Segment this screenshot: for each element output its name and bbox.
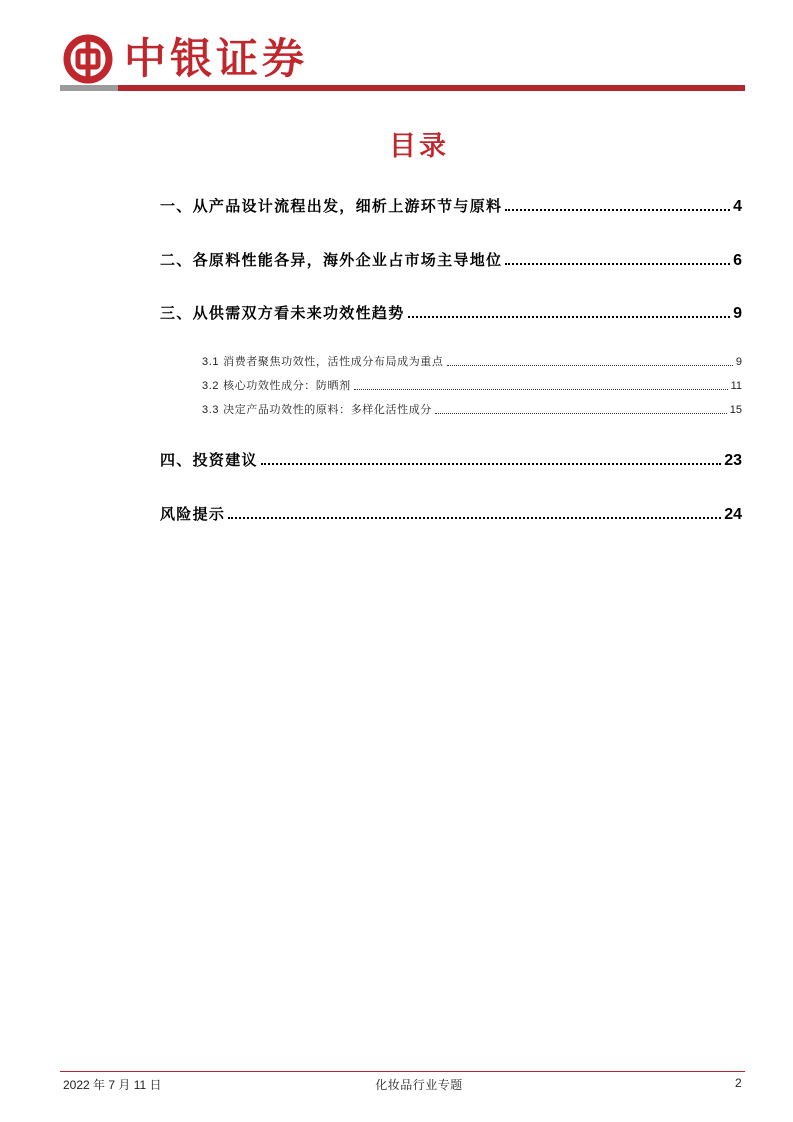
toc-entry-label	[202, 377, 351, 393]
toc-leader-dots	[354, 389, 728, 390]
toc-page-number: 24	[724, 506, 742, 523]
toc-leader-dots	[505, 263, 730, 265]
toc-entry-4[interactable]	[160, 449, 742, 470]
toc-subentry-3-1[interactable]	[202, 353, 742, 369]
toc-title: 目录	[389, 131, 449, 162]
toc-section-title: 核心功效性成分：防晒剂	[223, 379, 351, 392]
toc-entry-label	[202, 353, 444, 369]
toc-entry-risk[interactable]	[160, 503, 742, 524]
toc-section-number: 3.2	[202, 380, 220, 392]
bank-of-china-logo-icon	[63, 34, 113, 84]
toc-section-number: 3.1	[202, 356, 220, 368]
toc-entry-label	[202, 401, 432, 417]
toc-entry-label: 四、投资建议	[160, 451, 258, 469]
toc-leader-dots	[228, 517, 721, 519]
toc-page-number: 9	[735, 356, 742, 368]
page-header	[0, 0, 793, 95]
toc-page-number: 6	[733, 252, 742, 269]
footer-rule	[60, 1071, 745, 1072]
toc-section-title: 决定产品功效性的原料：多样化活性成分	[223, 403, 432, 416]
toc-entry-label: 一、从产品设计流程出发，细析上游环节与原料	[160, 197, 503, 215]
toc-entry-1[interactable]	[160, 195, 742, 216]
header-rule-gray	[60, 85, 118, 91]
toc-entry-2[interactable]	[160, 249, 742, 270]
toc-leader-dots	[447, 365, 733, 366]
footer-date: 2022 年 7 月 11 日	[63, 1078, 162, 1092]
toc-page-number: 15	[729, 404, 742, 416]
toc-section-title: 消费者聚焦功效性，活性成分布局成为重点	[223, 355, 444, 368]
toc-subentry-3-3[interactable]	[202, 401, 742, 417]
toc-page-number: 4	[733, 198, 742, 215]
toc-section-number: 3.3	[202, 404, 220, 416]
toc-entry-label: 三、从供需双方看未来功效性趋势	[160, 304, 405, 322]
toc-leader-dots	[408, 316, 731, 318]
toc-page-number: 23	[724, 452, 742, 469]
header-rule-red	[118, 85, 745, 91]
footer-page-number: 2	[735, 1076, 742, 1090]
toc-leader-dots	[435, 413, 727, 414]
toc-entry-label: 风险提示	[160, 505, 226, 523]
footer-report-topic: 化妆品行业专题	[375, 1078, 463, 1092]
toc-entry-label: 二、各原料性能各异，海外企业占市场主导地位	[160, 251, 503, 269]
toc-subentry-3-2[interactable]	[202, 377, 742, 393]
toc-entry-3[interactable]	[160, 302, 742, 323]
toc-leader-dots	[505, 209, 730, 211]
brand-name: 中银证券	[124, 34, 309, 83]
toc-leader-dots	[261, 463, 721, 465]
toc-page-number: 9	[733, 305, 742, 322]
toc-page-number: 11	[730, 380, 742, 392]
